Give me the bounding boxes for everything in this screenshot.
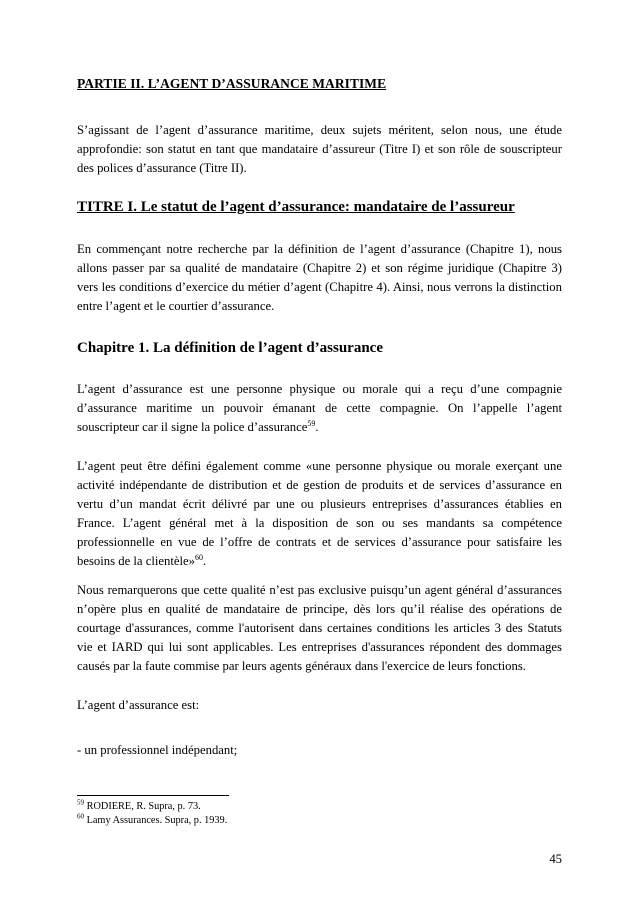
footnote-60	[77, 814, 227, 827]
page-number: 45	[549, 852, 562, 866]
paragraph-definition-text: L’agent d’assurance est une personne physique ou morale qui a reçu d’une compagnie d’assurance maritime un pouvoir émanant de cette compagnie. On l’appelle l’agent souscripteur car il signe la police d’assurance	[77, 382, 562, 434]
paragraph-definition-end: .	[315, 420, 319, 434]
footnote-text: Lamy Assurances. Supra, p. 1939.	[84, 815, 228, 826]
paragraph-remarque: Nous remarquerons que cette qualité n’est pas exclusive puisqu’un agent général d’assurances n’opère plus en qualité de mandataire de principe, dès lors qu’il réalise des opérations de courtage d'assurances, comme l'autorisent dans certaines conditions les articles 3 des Statuts vie et IARD qui lui sont applicables. Les entreprises d'assurances répondent des dommages causés par la faute commise par leurs agents généraux dans l'exercice de leurs fonctions.	[77, 583, 562, 673]
titre-heading: TITRE I. Le statut de l’agent d’assurance: mandataire de l’assureur	[77, 199, 515, 215]
footnote-59	[77, 800, 201, 813]
paragraph-agent-est: L’agent d’assurance est:	[77, 698, 200, 712]
paragraph-quote-text: L’agent peut être défini également comme «une personne physique ou morale exerçant une activité indépendante de distribution et de gestion de produits et de services d’assurance en vertu d’un mandat écrit délivré par une ou plusieurs entreprises d’assurances établies en France. L’agent général met à la disposition de son ou ses mandants sa compétence professionnelle en vue de l’offre de contrats et de services d’assurance pour satisfaire les besoins de la clientèle»	[77, 459, 562, 568]
list-item: - un professionnel indépendant;	[77, 743, 238, 757]
footnote-text: RODIERE, R. Supra, p. 73.	[84, 801, 201, 812]
footnote-ref-59: 59	[307, 418, 316, 428]
chapitre-heading: Chapitre 1. La définition de l’agent d’assurance	[77, 340, 383, 356]
titre-paragraph: En commençant notre recherche par la définition de l’agent d’assurance (Chapitre 1), nous allons passer par sa qualité de mandataire (Chapitre 2) et son régime juridique (Chapitre 3) vers les conditions d’exercice du métier d’agent (Chapitre 4). Ainsi, nous verrons la distinction entre l’agent et le courtier d’assurance.	[77, 242, 562, 313]
paragraph-definition	[77, 380, 562, 437]
footnote-ref-60: 60	[195, 552, 204, 562]
intro-paragraph: S’agissant de l’agent d’assurance maritime, deux sujets méritent, selon nous, une étude approfondie: son statut en tant que mandataire d’assureur (Titre I) et son rôle de souscripteur des polices d’assurance (Titre II).	[77, 123, 562, 175]
footnote-number: 59	[77, 798, 84, 807]
paragraph-quote	[77, 457, 562, 571]
paragraph-quote-end: .	[203, 554, 207, 568]
partie-heading: PARTIE II. L’AGENT D’ASSURANCE MARITIME	[77, 76, 387, 91]
footnote-divider	[77, 795, 229, 796]
footnote-number: 60	[77, 812, 84, 821]
